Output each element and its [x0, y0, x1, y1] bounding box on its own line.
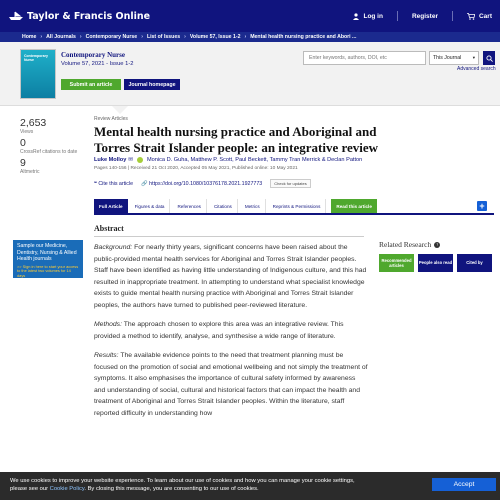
tab-recommended-articles[interactable]: Recommended articles: [379, 254, 414, 272]
tab-citations[interactable]: Citations: [209, 199, 238, 213]
advanced-search-link[interactable]: Advanced search: [457, 66, 496, 72]
read-article-button[interactable]: Read this article: [331, 199, 377, 213]
cart-icon: [467, 13, 475, 20]
author-link[interactable]: Monica D. Guha, Matthew P. Scott, Paul Beckett, Tammy Tran Merrick & Declan Patton: [147, 157, 363, 163]
cart-link[interactable]: Cart: [467, 13, 492, 20]
author-list: [94, 157, 362, 163]
top-nav: [353, 11, 492, 21]
search-scope-select[interactable]: This Journal ▾: [429, 51, 479, 65]
help-icon[interactable]: ?: [434, 242, 440, 248]
site-name: Taylor & Francis Online: [27, 10, 151, 22]
login-link[interactable]: Log in: [353, 13, 383, 20]
cookie-banner: [0, 472, 500, 500]
breadcrumb: [0, 32, 500, 42]
breadcrumb-issue[interactable]: Volume 57, Issue 1-2: [189, 34, 241, 40]
article-title: Mental health nursing practice and Aboriginal and Torres Strait Islander people: an integrative review: [94, 124, 379, 155]
breadcrumb-all-journals[interactable]: All Journals: [46, 34, 76, 40]
register-link[interactable]: Register: [411, 12, 438, 20]
breadcrumb-current: Mental health nursing practice and Abori ...: [250, 34, 357, 40]
tab-reprints[interactable]: Reprints & Permissions: [268, 199, 327, 213]
related-tabs: [379, 254, 492, 272]
crossmark-badge[interactable]: Check for updates: [270, 179, 310, 188]
link-icon: 🔗: [141, 180, 150, 187]
metric-views: 2,653 Views: [20, 117, 47, 135]
journal-cover[interactable]: [20, 49, 56, 99]
site-logo[interactable]: [8, 11, 150, 22]
plus-icon[interactable]: +: [477, 201, 487, 211]
cookie-text: We use cookies to improve your website experience. To learn about our use of cookies and how you can manage your cookie settings, please see our Cookie Policy. By closing this message, you are consenting to our use of cookies.: [10, 478, 355, 492]
cookie-policy-link[interactable]: Cookie Policy: [49, 485, 85, 492]
related-research-heading: Related Research ?: [379, 240, 440, 249]
user-icon: [353, 13, 359, 20]
cite-row: [94, 179, 311, 188]
abstract-methods: Methods: The approach chosen to explore this area was an integrative review. This provided a method to identify, analyse, and synthesise a wide range of literature.: [94, 321, 344, 340]
tab-metrics[interactable]: Metrics: [240, 199, 266, 213]
cover-title: Contemporary Nurse: [24, 54, 48, 63]
search-input[interactable]: [303, 51, 426, 65]
chevron-right-icon: ›: [40, 34, 43, 40]
nav-divider: [452, 11, 453, 21]
article-type: Review Articles: [94, 116, 128, 122]
tab-figures-data[interactable]: Figures & data: [130, 199, 171, 213]
publication-history: Pages 140-156 | Received 21 Oct 2020, Accepted 05 May 2021, Published online: 10 May 2021: [94, 166, 298, 171]
abstract-heading: Abstract: [94, 224, 124, 233]
chevron-right-icon: ›: [184, 34, 186, 40]
promo-banner[interactable]: Sample our Medicine, Dentistry, Nursing & Allied Health journals >> Sign in here to start your access to the latest two volumes for 14 days: [13, 240, 83, 278]
header-pointer: [112, 106, 128, 114]
doi-link[interactable]: 🔗 https://doi.org/10.1080/10376178.2021.1927773: [141, 180, 263, 187]
submit-article-button[interactable]: Submit an article: [61, 79, 121, 90]
article-metrics: [20, 117, 80, 177]
journal-title[interactable]: Contemporary Nurse: [61, 51, 125, 59]
chevron-down-icon: ▾: [472, 55, 475, 60]
search-icon: [486, 55, 493, 62]
breadcrumb-list-of-issues[interactable]: List of Issues: [146, 34, 181, 40]
breadcrumb-journal[interactable]: Contemporary Nurse: [85, 34, 138, 40]
abstract-background: Background: For nearly thirty years, significant concerns have been raised about the public-provided mental health services for Aboriginal and Torres Strait Islander peoples. Staff have been identified as having little understanding of Indigenous culture, and this had resulted in inappropriate treatment. In attempting to understand what specialist knowledge exists to guide mental health nursing practice with Aboriginal and Torres Strait Islander peoples, the authors have turned to published peer-reviewed literature.: [94, 244, 367, 309]
accept-cookies-button[interactable]: Accept: [432, 478, 496, 491]
nav-divider: [397, 11, 398, 21]
orcid-icon[interactable]: [137, 157, 143, 163]
tab-people-also-read[interactable]: People also read: [418, 254, 453, 272]
chevron-right-icon: ›: [244, 34, 247, 40]
journal-homepage-button[interactable]: Journal homepage: [124, 79, 180, 90]
abstract-body: [94, 242, 368, 427]
abstract-divider: [94, 236, 364, 237]
author-link[interactable]: Luke Molloy: [94, 157, 127, 163]
search-button[interactable]: [483, 51, 495, 65]
chevron-right-icon: ›: [79, 34, 82, 40]
quote-icon: ❝: [94, 180, 99, 187]
tab-cited-by[interactable]: Cited by: [457, 254, 492, 272]
ship-logo-icon: [8, 11, 24, 21]
journal-volume[interactable]: Volume 57, 2021 - Issue 1-2: [61, 61, 134, 67]
breadcrumb-home[interactable]: Home: [22, 34, 37, 40]
article-tabs: [94, 199, 494, 215]
email-icon[interactable]: ✉: [128, 157, 134, 163]
cite-article-link[interactable]: ❝ Cite this article: [94, 180, 134, 187]
abstract-results: Results: The available evidence points to the need that treatment planning must be focused on the promotion of social and emotional wellbeing and not simply the treatment of symptoms. It also emphasises the importance of cultural safety informed by awareness and understanding of social, cultural and historical factors that can impact the health and treatment of Aboriginal and Torres Strait Islander peoples. Within the literature, staff reported difficulty in understanding how: [94, 352, 368, 417]
tab-references[interactable]: References: [172, 199, 207, 213]
top-bar: [0, 0, 500, 32]
journal-header: [0, 42, 500, 106]
metric-altmetric[interactable]: 9 Altmetric: [20, 157, 40, 175]
metric-crossref[interactable]: 0 CrossRef citations to date: [20, 137, 78, 155]
chevron-right-icon: ›: [141, 34, 143, 40]
tab-full-article[interactable]: Full Article: [94, 199, 128, 213]
